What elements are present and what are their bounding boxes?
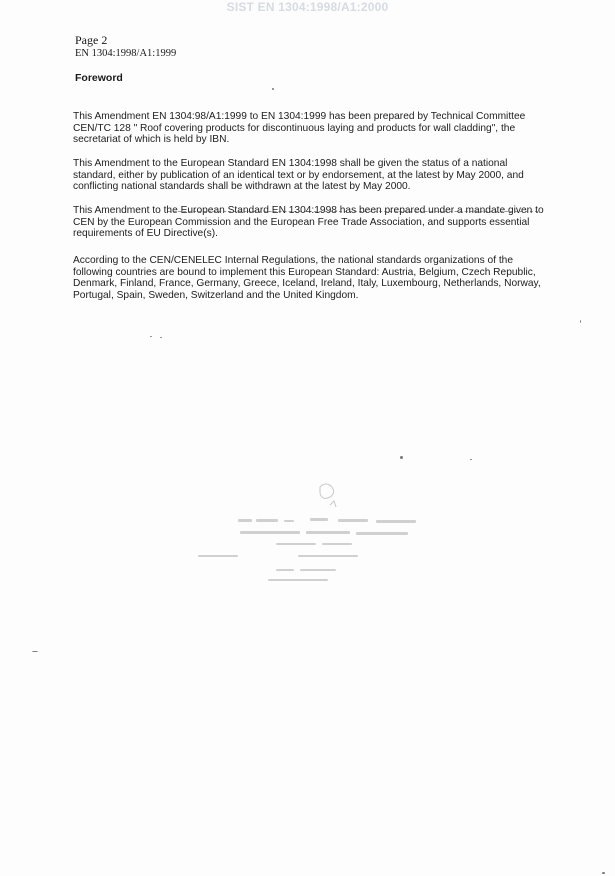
document-reference: EN 1304:1998/A1:1999 xyxy=(75,48,177,59)
page-number: Page 2 xyxy=(75,33,108,47)
scan-speck xyxy=(602,872,605,874)
scan-speck xyxy=(150,336,152,337)
scan-speck xyxy=(32,651,38,652)
section-heading: Foreword xyxy=(75,72,123,84)
paragraph: This Amendment to the European Standard EN 1304:1998 has been prepared under a mandate given to CEN by the European Commission and the European Free Trade Association, and supports essential requirements of EU Directive(s). xyxy=(73,205,544,240)
scan-speck xyxy=(272,88,274,90)
paragraph: This Amendment EN 1304:98/A1:1999 to EN 1304:1999 has been prepared by Technical Committee CEN/TC 128 " Roof covering products for discontinuous laying and products for wall cladding", the secretariat of which is held by IBN. xyxy=(73,111,526,146)
paragraph: This Amendment to the European Standard EN 1304:1998 shall be given the status of a national standard, either by publication of an identical text or by endorsement, at the latest by May 2000, and conflicting national standards shall be withdrawn at the latest by May 2000. xyxy=(73,158,524,193)
scan-speck xyxy=(580,320,581,323)
paragraph: According to the CEN/CENELEC Internal Regulations, the national standards organizations of the following countries are bound to implement this European Standard: Austria, Belgium, Czech Republic, Denmark, Finland, France, Germany, Greece, Iceland, Ireland, Italy, Luxembourg, Netherlands, Norway, Portugal, Spain, Sweden, Switzerland and the United Kingdom. xyxy=(73,255,541,301)
faded-stamp xyxy=(180,475,440,595)
handwritten-strike-mark xyxy=(168,211,538,213)
watermark: SIST EN 1304:1998/A1:2000 xyxy=(226,0,389,14)
scan-speck xyxy=(160,337,162,338)
scan-speck xyxy=(400,456,403,459)
scan-speck xyxy=(470,459,472,460)
